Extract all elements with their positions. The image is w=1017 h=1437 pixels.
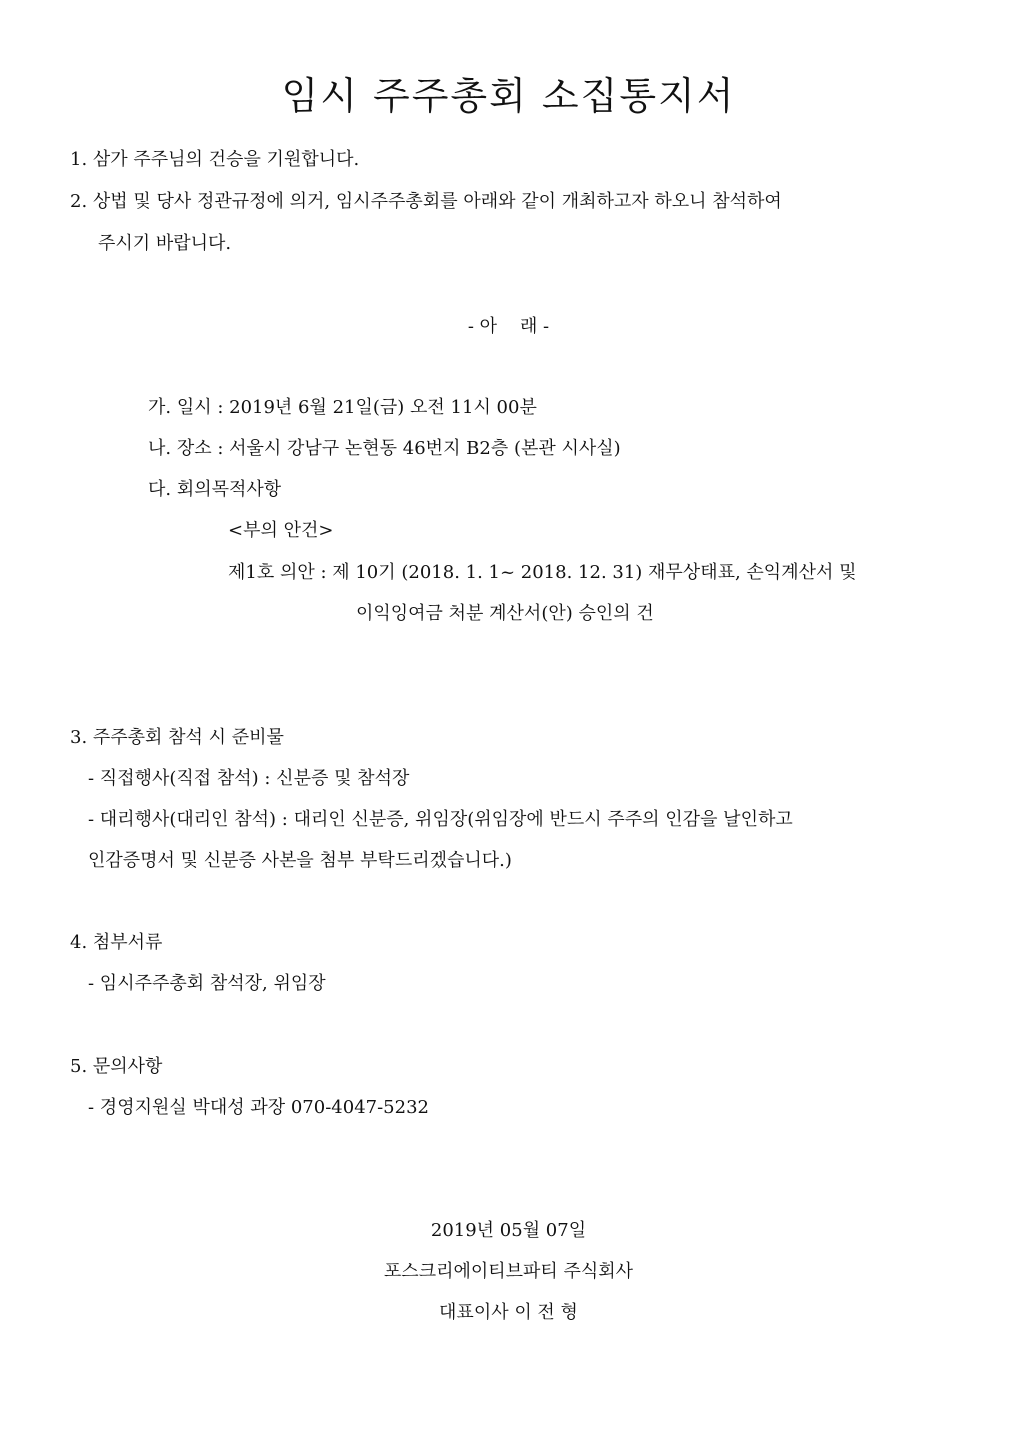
footer-company: 포스크리에이티브파티 주식회사 (383, 1261, 634, 1282)
document-title: 임시 주주총회 소집통지서 (281, 74, 736, 118)
agenda-item-line-1: 제1호 의안 : 제 10기 (2018. 1. 1~ 2018. 12. 31) 재무상태표, 손익계산서 및 (228, 562, 857, 583)
section4-item-1: - 임시주주총회 참석장, 위임장 (88, 973, 326, 994)
agenda-subheading: <부의 안건> (228, 520, 334, 541)
agenda-item-line-2: 이익잉여금 처분 계산서(안) 승인의 건 (356, 603, 654, 624)
section3-item-2-line-1: - 대리행사(대리인 참석) : 대리인 신분증, 위임장(위임장에 반드시 주주의 인감을 날인하고 (88, 809, 793, 830)
section4-heading: 4. 첨부서류 (70, 932, 163, 953)
agenda-heading: 다. 회의목적사항 (148, 479, 282, 500)
below-heading: - 아 래 - (467, 316, 550, 337)
meeting-place: 나. 장소 : 서울시 강남구 논현동 46번지 B2층 (본관 시사실) (148, 438, 621, 459)
intro-paragraph-2-line-2: 주시기 바랍니다. (98, 233, 232, 254)
section5-heading: 5. 문의사항 (70, 1056, 163, 1077)
footer-ceo: 대표이사 이 전 형 (439, 1302, 578, 1323)
meeting-datetime: 가. 일시 : 2019년 6월 21일(금) 오전 11시 00분 (148, 397, 537, 418)
footer-date: 2019년 05월 07일 (430, 1220, 587, 1241)
section3-item-2-line-2: 인감증명서 및 신분증 사본을 첨부 부탁드리겠습니다.) (88, 850, 512, 871)
section3-item-1: - 직접행사(직접 참석) : 신분증 및 참석장 (88, 768, 410, 789)
section3-heading: 3. 주주총회 참석 시 준비물 (70, 727, 284, 748)
section5-item-1: - 경영지원실 박대성 과장 070-4047-5232 (88, 1097, 429, 1118)
intro-paragraph-1: 1. 삼가 주주님의 건승을 기원합니다. (70, 149, 360, 170)
intro-paragraph-2-line-1: 2. 상법 및 당사 정관규정에 의거, 임시주주총회를 아래와 같이 개최하고자 하오니 참석하여 (70, 191, 782, 212)
